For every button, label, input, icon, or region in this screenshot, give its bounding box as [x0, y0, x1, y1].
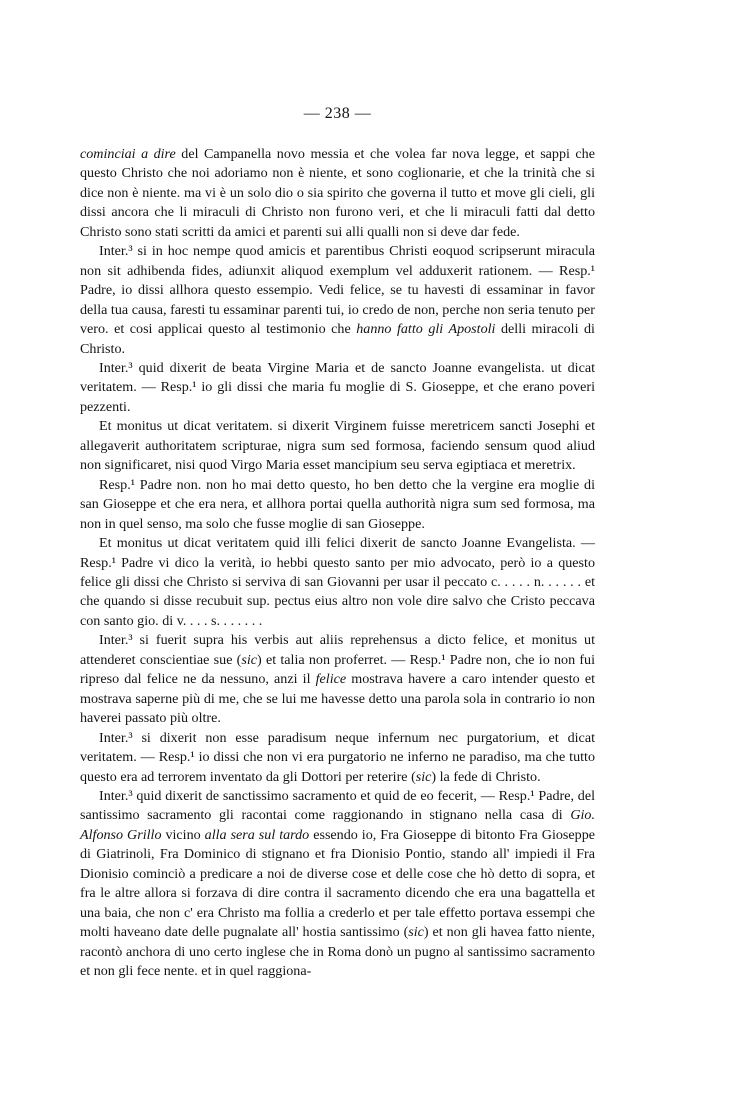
italic-text: sic	[415, 768, 432, 785]
paragraph	[80, 476, 595, 534]
paragraph	[80, 359, 595, 417]
text-segment: Inter.³ quid dixerit de sanctissimo sacramento et quid de eo fecerit, — Resp.¹ Padre, del santissimo sacramento gli racontai come raggionando in stignano nella casa di	[80, 787, 595, 824]
body-text	[80, 145, 595, 981]
italic-text: alla sera sul tardo	[204, 826, 310, 843]
italic-text: felice	[315, 671, 347, 688]
text-segment: ) et talia non proferret. — Resp.¹ Padre non, che io non fui ripreso dal felice ne da nessuno, anzi il	[80, 651, 595, 688]
paragraph	[80, 145, 595, 242]
italic-text: Gio. Alfonso Grillo	[80, 807, 595, 843]
paragraph	[80, 631, 595, 728]
text-segment: Et monitus ut dicat veritatem. si dixerit Virginem fuisse meretricem sancti Josephi et allegaverit authoritatem scripturae, nigra sum sed formosa, faciendo sensum quod aliud non significaret, nisi quod Virgo Maria esset mancipium seu serva egiptiaca et meretrix.	[80, 418, 595, 474]
text-segment: Inter.³ si fuerit supra his verbis aut aliis reprehensus a dicto felice, et monitus ut attenderet conscientiae sue (	[80, 632, 595, 668]
document-page	[80, 104, 595, 981]
paragraph	[80, 534, 595, 631]
italic-text: sic	[241, 651, 258, 668]
text-segment: essendo io, Fra Gioseppe di bitonto Fra Gioseppe di Giatrinoli, Fra Dominico di stignano et fra Dionisio Pontio, stando all' impiedi il Fra Dionisio cominciò a predicare a noi de diverse cose et delle cose che hò detto di sopra, et fra le altre allora si forzava di dire contra il sacramento dicendo che era una bagattella et una baia, che non c' era Christo ma follia a crederlo et per tale effetto portava essempi che molti haveano date delle pugnalate all' hostia santissimo (	[80, 826, 596, 941]
text-segment: Et monitus ut dicat veritatem quid illi felici dixerit de sancto Joanne Evangelista. — Resp.¹ Padre vi dico la verità, io hebbi questo santo per mio advocato, però io a questo felice gli dissi che Christo si serviva di san Giovanni per usar il peccato c. . . . . n. . . . . . et che quando si disse recubuit sup. pectus eius altro non vole dire salvo che Cristo peccava con santo gio. di v. . . . s. . . . . . .	[80, 535, 595, 629]
text-segment: Inter.³ si in hoc nempe quod amicis et parentibus Christi eoquod scripserunt miracula non sit adhibenda fides, adiunxit aliquod exemplum vel adduxerit rationem. — Resp.¹ Padre, io dissi allhora questo essempio. Vedi felice, se tu havesti di essaminar in favor della tua causa, faresti tu essaminar parenti tui, io credo de non, perche non seria tenuto per vero. et cosi applicai questo al testimonio che	[80, 243, 595, 338]
text-segment: delli miracoli di Christo.	[80, 321, 595, 357]
text-segment: ) et non gli havea fatto niente, racontò anchora di uno certo inglese che in Roma donò un pugno al santissimo sacramento et non gli fece nente. et in quel raggiona-	[80, 924, 596, 980]
text-segment: Resp.¹ Padre non. non ho mai detto questo, ho ben detto che la vergine era moglie di san Gioseppe et che era nera, et allhora portai quella authorità nigra sum sed formosa, ma non in quel senso, ma solo che fusse moglie di san Gioseppe.	[80, 476, 595, 532]
paragraph	[80, 242, 595, 359]
italic-text: sic	[408, 924, 424, 941]
italic-text: hanno fatto gli Apostoli	[356, 321, 496, 338]
text-segment: Inter.³ si dixerit non esse paradisum neque infernum nec purgatorium, et dicat veritatem. — Resp.¹ io dissi che non vi era purgatorio ne inferno ne paradiso, ma che tutto questo era ad terrorem inventato da gli Dottori per reterire (	[80, 729, 595, 785]
italic-text: cominciai a dire	[80, 146, 176, 162]
text-segment: mostrava havere a caro intender questo et mostrava saperne più di me, che se lui me havesse detto una parola sola in contrario io non haverei passato più oltre.	[80, 671, 595, 727]
text-segment: ) la fede di Christo.	[431, 768, 541, 785]
paragraph	[80, 729, 595, 787]
text-segment: del Campanella novo messia et che volea far nova legge, et sappi che questo Christo che noi adoriamo non è niente, et sono coglionarie, et che la trinità che si dice non è niente. ma vi è un solo dio o sia spirito che governa il tutto et move gli cieli, gli dissi ancora che li miraculi di Christo non furono veri, et che li miraculi fatti dal detto Christo sono stati scritti da amici et parenti sui alli qualli non si deve dar fede.	[80, 146, 595, 240]
paragraph	[80, 787, 595, 982]
paragraph	[80, 417, 595, 475]
text-segment: Inter.³ quid dixerit de beata Virgine Maria et de sancto Joanne evangelista. ut dicat veritatem. — Resp.¹ io gli dissi che maria fu moglie di S. Gioseppe, et che erano poveri pezzenti.	[80, 359, 595, 415]
text-segment: vicino	[161, 826, 205, 843]
page-number: — 238 —	[303, 105, 372, 122]
